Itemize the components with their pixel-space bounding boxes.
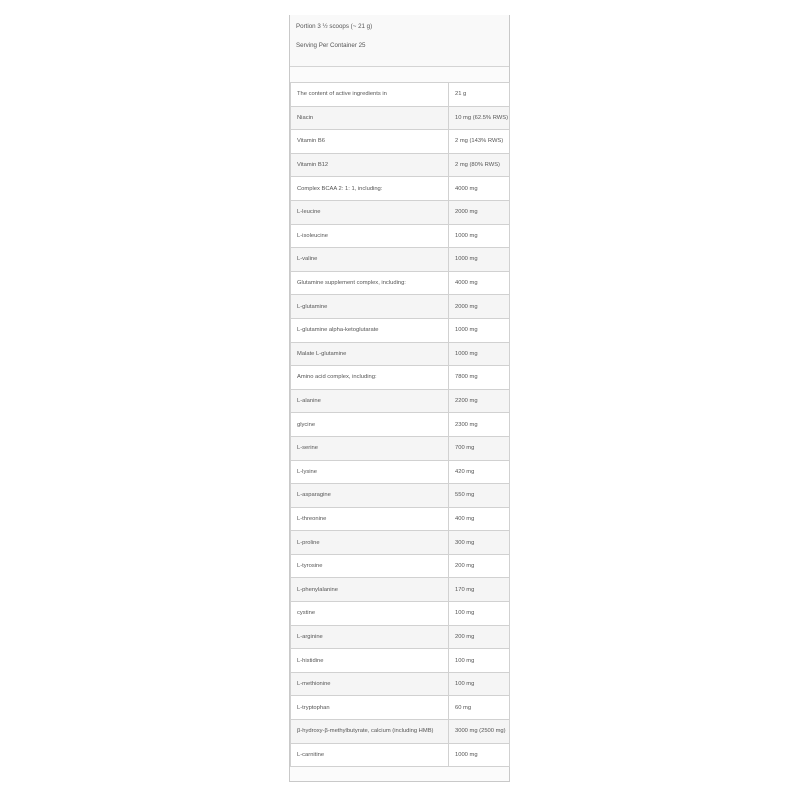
table-row [291,625,510,649]
ingredient-name: L-histidine [291,649,449,673]
ingredient-amount: 60 mg [449,696,510,720]
ingredient-amount: 200 mg [449,554,510,578]
table-row [291,106,510,130]
ingredient-amount: 550 mg [449,484,510,508]
ingredient-amount: 700 mg [449,436,510,460]
table-row [291,460,510,484]
ingredient-name: Malate L-glutamine [291,342,449,366]
table-row [291,578,510,602]
ingredient-name: L-glutamine [291,295,449,319]
nutrition-panel [289,15,510,782]
table-row [291,177,510,201]
ingredient-name: L-tryptophan [291,696,449,720]
ingredient-amount: 1000 mg [449,224,510,248]
ingredient-name: Amino acid complex, including: [291,366,449,390]
ingredient-amount: 2200 mg [449,389,510,413]
ingredient-name: Complex BCAA 2: 1: 1, including: [291,177,449,201]
ingredient-amount: 100 mg [449,649,510,673]
table-row [291,649,510,673]
ingredient-name: L-serine [291,436,449,460]
ingredient-amount: 10 mg (62.5% RWS) [449,106,510,130]
ingredient-name: L-threonine [291,507,449,531]
table-row [291,366,510,390]
ingredient-amount: 170 mg [449,578,510,602]
ingredient-amount: 2 mg (143% RWS) [449,130,510,154]
portion-text: Portion 3 ½ scoops (~ 21 g) [296,23,373,30]
table-row [291,720,510,744]
ingredient-name: L-valine [291,248,449,272]
ingredient-name: β-hydroxy-β-methylbutyrate, calcium (including HMB) [291,720,449,744]
table-row [291,484,510,508]
ingredient-name: L-lysine [291,460,449,484]
table-row [291,531,510,555]
ingredient-name: L-asparagine [291,484,449,508]
ingredient-amount: 200 mg [449,625,510,649]
ingredient-amount: 4000 mg [449,271,510,295]
table-row [291,83,510,107]
ingredient-amount: 4000 mg [449,177,510,201]
table-row [291,554,510,578]
ingredient-amount: 420 mg [449,460,510,484]
ingredients-table [290,82,510,767]
table-row [291,318,510,342]
ingredient-name: Vitamin B6 [291,130,449,154]
ingredient-amount: 2000 mg [449,200,510,224]
ingredient-name: L-tyrosine [291,554,449,578]
table-row [291,672,510,696]
ingredient-amount: 7800 mg [449,366,510,390]
ingredient-name: The content of active ingredients in [291,83,449,107]
servings-text: Serving Per Container 25 [296,42,366,49]
table-row [291,743,510,767]
spacer [290,67,509,82]
table-row [291,200,510,224]
ingredient-name: Niacin [291,106,449,130]
ingredient-amount: 2000 mg [449,295,510,319]
ingredient-name: L-leucine [291,200,449,224]
table-row [291,602,510,626]
ingredient-name: Vitamin B12 [291,153,449,177]
ingredient-amount: 400 mg [449,507,510,531]
ingredient-amount: 21 g [449,83,510,107]
ingredient-amount: 2300 mg [449,413,510,437]
ingredient-name: Glutamine supplement complex, including: [291,271,449,295]
ingredient-amount: 100 mg [449,672,510,696]
ingredient-name: L-arginine [291,625,449,649]
table-row [291,153,510,177]
ingredient-name: L-proline [291,531,449,555]
ingredient-name: L-alanine [291,389,449,413]
ingredient-amount: 100 mg [449,602,510,626]
table-row [291,436,510,460]
ingredient-amount: 1000 mg [449,342,510,366]
table-row [291,248,510,272]
table-row [291,295,510,319]
table-row [291,130,510,154]
table-row [291,696,510,720]
table-row [291,342,510,366]
ingredient-amount: 3000 mg (2500 mg) [449,720,510,744]
ingredient-name: cystine [291,602,449,626]
ingredient-name: L-methionine [291,672,449,696]
ingredient-amount: 1000 mg [449,743,510,767]
table-row [291,507,510,531]
ingredient-name: L-glutamine alpha-ketoglutarate [291,318,449,342]
ingredient-name: L-phenylalanine [291,578,449,602]
table-row [291,413,510,437]
serving-header [290,15,509,67]
table-row [291,271,510,295]
ingredient-amount: 2 mg (80% RWS) [449,153,510,177]
ingredient-amount: 1000 mg [449,318,510,342]
table-row [291,389,510,413]
ingredient-name: glycine [291,413,449,437]
ingredient-name: L-carnitine [291,743,449,767]
ingredient-amount: 300 mg [449,531,510,555]
ingredient-name: L-isoleucine [291,224,449,248]
ingredient-amount: 1000 mg [449,248,510,272]
table-row [291,224,510,248]
